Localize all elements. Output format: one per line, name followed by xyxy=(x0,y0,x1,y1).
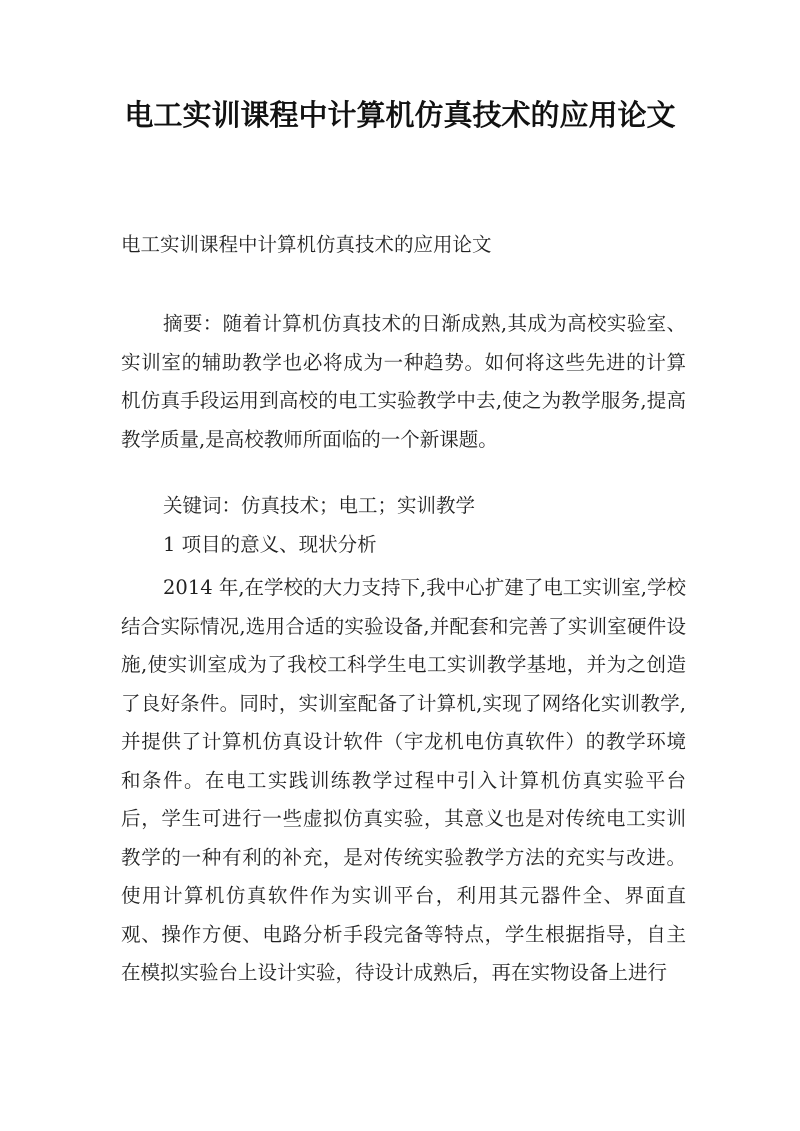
document-subtitle: 电工实训课程中计算机仿真技术的应用论文 xyxy=(121,233,492,256)
abstract-text: 随着计算机仿真技术的日渐成熟,其成为高校实验室、实训室的辅助教学也必将成为一种趋势。如何将这些先进的计算机仿真手段运用到高校的电工实验教学中去,使之为教学服务,提高教学质量,是高校教师所面临的一个新课题。 xyxy=(121,312,686,451)
section-heading: 1 项目的意义、现状分析 xyxy=(163,533,377,556)
body-paragraph: 2014 年,在学校的大力支持下,我中心扩建了电工实训室,学校结合实际情况,选用合适的实验设备,并配套和完善了实训室硬件设施,使实训室成为了我校工科学生电工实训教学基地，并为之创造了良好条件。同时，实训室配备了计算机,实现了网络化实训教学,并提供了计算机仿真设计软件（宇龙机电仿真软件）的教学环境和条件。在电工实践训练教学过程中引入计算机仿真实验平台后，学生可进行一些虚拟仿真实验，其意义也是对传统电工实训教学的一种有利的补充，是对传统实验教学方法的充实与改进。使用计算机仿真软件作为实训平台，利用其元器件全、界面直观、操作方便、电路分析手段完备等特点，学生根据指导，自主在模拟实验台上设计实验，待设计成熟后，再在实物设备上进行 xyxy=(121,576,686,984)
document-title: 电工实训课程中计算机仿真技术的应用论文 xyxy=(124,98,676,132)
abstract-paragraph xyxy=(121,305,686,459)
keywords-line xyxy=(121,491,686,521)
keywords-text: 仿真技术；电工；实训教学 xyxy=(241,494,476,517)
keywords-label: 关键词： xyxy=(163,494,242,517)
abstract-label: 摘要： xyxy=(163,312,223,335)
